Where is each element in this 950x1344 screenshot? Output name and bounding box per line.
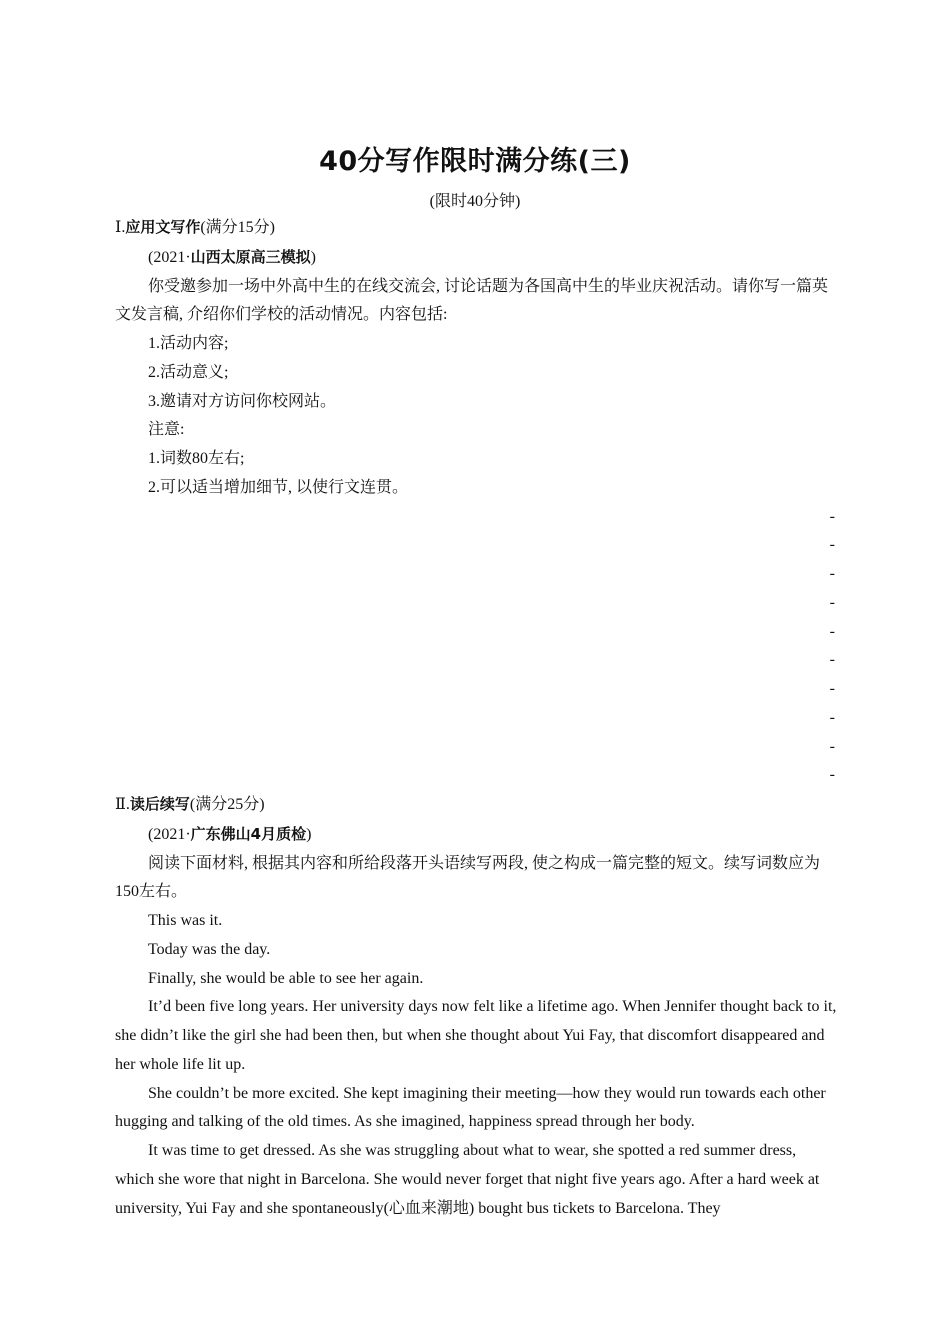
answer-line-marker: - (829, 708, 835, 726)
answer-line-marker: - (829, 622, 835, 640)
story-paragraph: She couldn’t be more excited. She kept imagining their meeting—how they would run towards each other hugging and talking of the old times. As she imagined, happiness spread through her body. (115, 1084, 826, 1131)
story-paragraph: It’d been five long years. Her university days now felt like a lifetime ago. When Jennifer thought back to it, she didn’t like the girl she had been then, but when she thought about Yui Fay, that discomfort disappeared and her whole life lit up. (115, 998, 837, 1073)
section-1-source-name: 山西太原高三模拟 (190, 247, 311, 266)
content-item: 2.活动意义; (148, 363, 229, 381)
page-title: 40分写作限时满分练(三) (319, 146, 631, 177)
section-2-prompt: 阅读下面材料, 根据其内容和所给段落开头语续写两段, 使之构成一篇完整的短文。续写词数应为150左右。 (115, 854, 821, 901)
section-2-source-name: 广东佛山4月质检 (190, 824, 307, 843)
note-item: 2.可以适当增加细节, 以使行文连贯。 (148, 478, 409, 496)
answer-line-marker: - (829, 737, 835, 755)
section-2-source: (2021·广东佛山4月质检) (148, 824, 312, 843)
note-label: 注意: (148, 421, 185, 439)
section-2-title: 读后续写 (129, 795, 190, 813)
answer-line-marker: - (829, 680, 835, 697)
section-1-source: (2021·山西太原高三模拟) (148, 247, 316, 266)
answer-line-marker: - (829, 536, 835, 554)
answer-line-marker: - (829, 651, 835, 669)
story-line: Finally, she would be able to see her again. (148, 969, 424, 987)
answer-line-marker: - (829, 766, 835, 784)
section-1-score: (满分15分) (200, 219, 276, 236)
time-limit-subtitle: (限时40分钟) (429, 193, 521, 210)
section-1-number: Ⅰ. (115, 219, 126, 236)
answer-line-marker: - (829, 565, 835, 582)
answer-line-marker: - (829, 593, 835, 611)
section-1-prompt: 你受邀参加一场中外高中生的在线交流会, 讨论话题为各国高中生的毕业庆祝活动。请你写一篇英文发言稿, 介绍你们学校的活动情况。内容包括: (115, 277, 829, 324)
story-paragraph: It was time to get dressed. As she was struggling about what to wear, she spotted a red summer dress, which she wore that night in Barcelona. She would never forget that night five years ago. After a hard week at university, Yui Fay and she spontaneously(心血来潮地) bought bus tickets to Barcelona. They (115, 1142, 820, 1217)
section-2-number: Ⅱ. (115, 796, 130, 813)
story-line: This was it. (148, 912, 223, 929)
section-2-heading (115, 790, 837, 820)
content-item: 3.邀请对方访问你校网站。 (148, 392, 337, 410)
content-item: 1.活动内容; (148, 335, 229, 352)
document-body (115, 213, 837, 1223)
section-1-title: 应用文写作 (125, 218, 201, 236)
note-item: 1.词数80左右; (148, 450, 245, 467)
answer-area[interactable] (115, 503, 837, 791)
section-2-score: (满分25分) (189, 796, 265, 813)
section-1-heading (115, 213, 837, 243)
story-line: Today was the day. (148, 940, 271, 958)
answer-line-marker: - (829, 507, 835, 525)
